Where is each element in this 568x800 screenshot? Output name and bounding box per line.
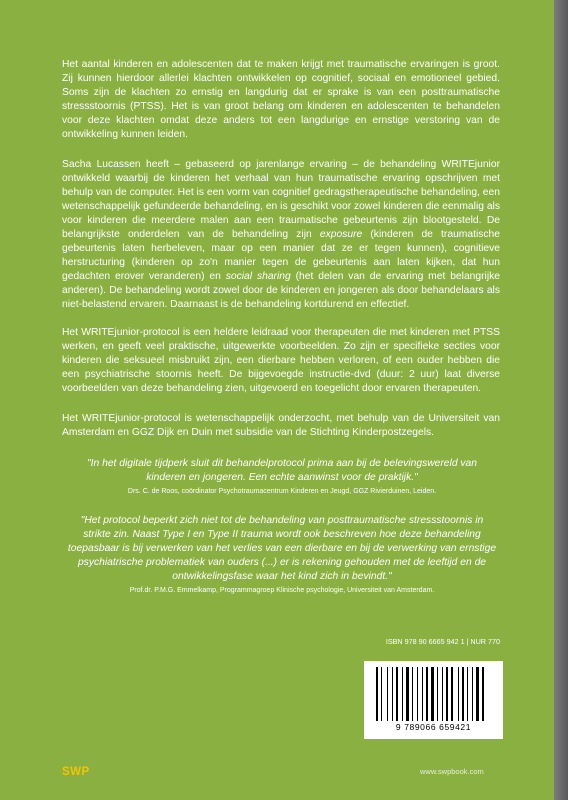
quote-attribution: Prof.dr. P.M.G. Emmelkamp, Programmagroep Klinische psychologie, Universiteit van Amsterdam. <box>129 587 435 594</box>
barcode-bar <box>419 667 421 721</box>
barcode-bar <box>376 667 378 721</box>
barcode-bar <box>437 667 438 721</box>
publisher-website: www.swpbook.com <box>420 767 484 776</box>
barcode-bar <box>476 667 479 721</box>
barcode-bar <box>431 667 434 721</box>
barcode-bar <box>429 667 430 721</box>
isbn-nur-line: ISBN 978 90 6665 942 1 | NUR 770 <box>385 637 500 646</box>
barcode-bar <box>435 667 436 721</box>
barcode-bar <box>474 667 475 721</box>
barcode-bar <box>392 667 393 721</box>
paragraph-intro: Het aantal kinderen en adolescenten dat te maken krijgt met traumatische ervaringen is groot. Zij kunnen hierdoor allerlei klachten ontwikkelen op cognitief, sociaal en emotioneel gebied. Soms zijn de klachten zo ernstig en langdurig dat er sprake is van een posttraumatische stressstoornis (PTSS). Het is van groot belang om kinderen en adolescenten te behandelen voor deze klachten omdat deze anders tot een langdurige en ernstige verstoring van de ontwikkeling kunnen leiden. <box>62 59 500 140</box>
barcode-bar <box>404 667 405 721</box>
barcode <box>364 661 503 739</box>
paragraph-treatment: Sacha Lucassen heeft – gebaseerd op jarenlange ervaring – de behandeling WRITEjunior ontwikkeld waarbij de kinderen het verhaal van hun traumatische ervaring opschrijven met behulp van de computer. Het is een vorm van cognitief gedragstherapeutische behandeling, een wetenschappelijk gefundeerde behandeling, en is geschikt voor zowel kinderen die eenmalig als voor kinderen die meerdere malen aan een traumatische gebeurtenis zijn blootgesteld. De belangrijkste onderdelen van de behandeling zijn exposure (kinderen de traumatische gebeurtenis laten herbeleven, maar op een manier dat ze er tegen kunnen), cognitieve herstructuring (kinderen op zo'n manier tegen de gebeurtenis aan laten kijken, dat hun gedachten erover veranderen) en social sharing (het delen van de ervaring met belangrijke anderen). De behandeling wordt zowel door de kinderen en jongeren als door behandelaars als niet-belastend ervaren. Daarnaast is de behandeling kortdurend en effectief. <box>62 159 500 310</box>
barcode-bar <box>480 667 481 721</box>
barcode-bar <box>396 667 398 721</box>
blurb-text <box>62 58 500 456</box>
book-spine-edge <box>554 0 568 800</box>
barcode-bars <box>376 667 494 721</box>
quote-de-roos <box>66 457 498 497</box>
barcode-bar <box>451 667 453 721</box>
emphasis-exposure: exposure <box>319 229 363 240</box>
paragraph-research: Het WRITEjunior-protocol is wetenschappelijk onderzocht, met behulp van de Universiteit van Amsterdam en GGZ Dijk en Duin met subsidie van de Stichting Kinderpostzegels. <box>62 413 500 438</box>
quote-text: "In het digitale tijdperk sluit dit behandelprotocol prima aan bij de belevingswereld van kinderen en jongeren. Een echte aanwinst voor de praktijk." <box>86 458 478 483</box>
barcode-bar <box>467 667 468 721</box>
barcode-bar <box>387 667 388 721</box>
barcode-bar <box>389 667 391 721</box>
quote-attribution: Drs. C. de Roos, coördinator Psychotraumacentrum Kinderen en Jeugd, GGZ Rivierduinen, Leiden. <box>127 488 437 495</box>
barcode-bar <box>469 667 471 721</box>
barcode-bar <box>439 667 441 721</box>
barcode-bar <box>381 667 382 721</box>
barcode-bar <box>442 667 443 721</box>
barcode-bar <box>454 667 457 721</box>
barcode-bar <box>422 667 423 721</box>
barcode-bar <box>446 667 448 721</box>
barcode-bar <box>458 667 459 721</box>
barcode-bar <box>444 667 445 721</box>
barcode-bar <box>412 667 413 721</box>
barcode-bar <box>379 667 380 721</box>
barcode-bar <box>417 667 418 721</box>
emphasis-social-sharing: social sharing <box>225 271 291 282</box>
barcode-bar <box>460 667 461 721</box>
barcode-bar <box>462 667 464 721</box>
barcode-bar <box>414 667 416 721</box>
barcode-bar <box>472 667 473 721</box>
barcode-bar <box>406 667 409 721</box>
barcode-bar <box>424 667 425 721</box>
publisher-logo: SWP <box>62 766 90 778</box>
quote-text: "Het protocol beperkt zich niet tot de behandeling van posttraumatische stressstoornis in strikte zin. Naast Type I en Type II trauma wordt ook beschreven hoe deze behandeling toepasbaar is bij verwerken van het verlies van een dierbare en bij de verwerking van ernstige psychiatrische problematiek van ouders (...) er is rekening gehouden met de leeftijd en de ontwikkelingsfase waar het kind zich in bevindt." <box>67 515 497 582</box>
barcode-bar <box>394 667 395 721</box>
paragraph-protocol: Het WRITEjunior-protocol is een heldere leidraad voor therapeuten die met kinderen met PTSS werken, en geeft veel praktische, uitgewerkte voorbeelden. Zo zijn er specifieke secties voor kinderen die seksueel misbruikt zijn, een dierbare hebben verloren, of een ouder hebben die een psychiatrische stoornis heeft. De bijgevoegde instructie-dvd (duur: 2 uur) laat diverse voorbeelden van deze behandeling zien, uitgevoerd en toegelicht door ervaren therapeuten. <box>62 327 500 394</box>
barcode-bar <box>402 667 403 721</box>
barcode-number: 9 789066 659421 <box>395 722 472 732</box>
barcode-bar <box>449 667 450 721</box>
barcode-bar <box>383 667 386 721</box>
quote-emmelkamp <box>66 514 498 596</box>
barcode-bar <box>465 667 466 721</box>
barcode-bar <box>426 667 428 721</box>
barcode-bar <box>482 667 484 721</box>
barcode-bar <box>399 667 401 721</box>
barcode-bar <box>410 667 411 721</box>
